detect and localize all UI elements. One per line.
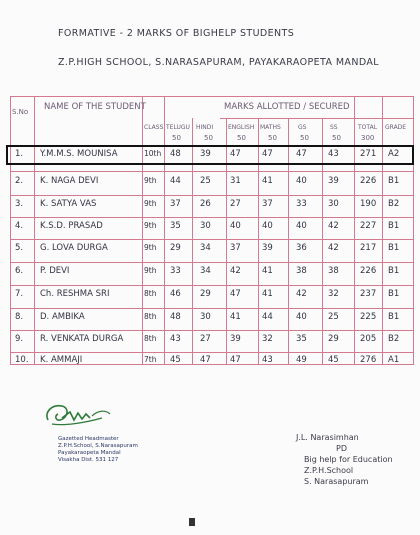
student-mark: 48 — [170, 149, 181, 159]
student-mark: 29 — [200, 289, 211, 299]
student-grade: A2 — [388, 149, 400, 159]
student-mark: 39 — [328, 176, 339, 186]
student-mark: 47 — [230, 355, 241, 365]
student-grade: B2 — [388, 334, 400, 344]
student-mark: 40 — [296, 312, 307, 322]
student-mark: 40 — [230, 221, 241, 231]
title-line-1: FORMATIVE - 2 MARKS OF BIGHELP STUDENTS — [58, 28, 295, 39]
student-name: D. AMBIKA — [40, 312, 85, 322]
student-mark: 29 — [170, 243, 181, 253]
student-mark: 33 — [170, 266, 181, 276]
student-mark: 27 — [200, 334, 211, 344]
pd-signature-block — [296, 432, 393, 487]
student-total: 271 — [360, 149, 377, 159]
student-name: P. DEVI — [40, 266, 70, 276]
school-stamp — [58, 436, 138, 464]
student-mark: 45 — [328, 355, 339, 365]
student-class: 9th — [144, 176, 157, 185]
title-line-2: Z.P.HIGH SCHOOL, S.NARASAPURAM, PAYAKARAOPETA MANDAL — [58, 57, 379, 68]
student-mark: 30 — [200, 312, 211, 322]
student-mark: 47 — [230, 149, 241, 159]
student-sno: 6. — [15, 266, 24, 276]
student-sno: 8. — [15, 312, 24, 322]
student-mark: 39 — [262, 243, 273, 253]
student-mark: 42 — [328, 243, 339, 253]
student-mark: 25 — [328, 312, 339, 322]
student-mark: 30 — [328, 199, 339, 209]
student-grade: B1 — [388, 243, 400, 253]
student-mark: 37 — [170, 199, 181, 209]
student-mark: 34 — [200, 243, 211, 253]
stamp-line-3: Payakaraopeta Mandal — [58, 450, 121, 456]
student-mark: 27 — [230, 199, 241, 209]
student-sno: 2. — [15, 176, 24, 186]
header-max-gs: 50 — [300, 134, 309, 142]
student-mark: 49 — [296, 355, 307, 365]
highlighted-row-box — [6, 145, 414, 165]
student-mark: 47 — [200, 355, 211, 365]
student-mark: 41 — [230, 312, 241, 322]
student-grade: B1 — [388, 312, 400, 322]
header-subject-ss: SS — [330, 124, 338, 131]
header-max-english: 50 — [237, 134, 246, 142]
school-stamp-signature — [40, 398, 120, 436]
student-mark: 41 — [262, 289, 273, 299]
student-grade: B2 — [388, 199, 400, 209]
student-class: 8th — [144, 312, 157, 321]
header-max-ss: 50 — [332, 134, 341, 142]
student-name: Ch. RESHMA SRI — [40, 289, 110, 299]
student-mark: 34 — [200, 266, 211, 276]
student-class: 8th — [144, 334, 157, 343]
student-mark: 42 — [230, 266, 241, 276]
student-mark: 33 — [296, 199, 307, 209]
student-mark: 36 — [296, 243, 307, 253]
student-name: K. SATYA VAS — [40, 199, 97, 209]
student-mark: 46 — [170, 289, 181, 299]
student-total: 226 — [360, 176, 377, 186]
student-sno: 10. — [15, 355, 29, 365]
student-class: 10th — [144, 149, 162, 158]
header-subject-english: ENGLISH — [228, 124, 255, 131]
student-name: K. AMMAJI — [40, 355, 83, 365]
header-class: CLASS — [144, 124, 164, 131]
student-mark: 48 — [170, 312, 181, 322]
stamp-line-2: Z.P.H.School, S.Narasapuram — [58, 443, 138, 449]
student-total: 276 — [360, 355, 377, 365]
student-total: 225 — [360, 312, 377, 322]
student-sno: 1. — [15, 149, 24, 159]
student-mark: 37 — [262, 199, 273, 209]
student-sno: 7. — [15, 289, 24, 299]
student-mark: 44 — [170, 176, 181, 186]
student-total: 205 — [360, 334, 377, 344]
student-mark: 42 — [296, 289, 307, 299]
student-sno: 9. — [15, 334, 24, 344]
student-name: G. LOVA DURGA — [40, 243, 108, 253]
student-sno: 5. — [15, 243, 24, 253]
student-name: K.S.D. PRASAD — [40, 221, 103, 231]
student-mark: 39 — [230, 334, 241, 344]
student-mark: 26 — [200, 199, 211, 209]
pd-name: J.L. Narasimhan — [296, 433, 359, 442]
student-mark: 41 — [262, 176, 273, 186]
student-mark: 43 — [328, 149, 339, 159]
student-class: 9th — [144, 266, 157, 275]
student-mark: 43 — [262, 355, 273, 365]
student-mark: 32 — [262, 334, 273, 344]
student-grade: B1 — [388, 289, 400, 299]
pd-org: Big help for Education — [304, 455, 393, 464]
student-mark: 45 — [170, 355, 181, 365]
student-total: 226 — [360, 266, 377, 276]
student-mark: 29 — [328, 334, 339, 344]
student-mark: 39 — [200, 149, 211, 159]
student-sno: 4. — [15, 221, 24, 231]
student-mark: 37 — [230, 243, 241, 253]
student-name: R. VENKATA DURGA — [40, 334, 124, 344]
student-total: 237 — [360, 289, 377, 299]
student-class: 8th — [144, 289, 157, 298]
marks-table — [10, 96, 414, 364]
student-total: 190 — [360, 199, 377, 209]
header-sno: S.No — [12, 108, 29, 116]
student-mark: 42 — [328, 221, 339, 231]
header-max-hindi: 50 — [204, 134, 213, 142]
stamp-line-4: Visakha Dist. 531 127 — [58, 457, 119, 463]
header-max-total: 300 — [361, 134, 375, 142]
student-mark: 47 — [230, 289, 241, 299]
header-max-maths: 50 — [268, 134, 277, 142]
student-grade: B1 — [388, 176, 400, 186]
header-subject-gs: GS — [298, 124, 307, 131]
student-name: Y.M.M.S. MOUNISA — [40, 149, 118, 159]
student-mark: 35 — [170, 221, 181, 231]
student-mark: 44 — [262, 312, 273, 322]
student-mark: 47 — [262, 149, 273, 159]
pd-school: Z.P.H.School — [304, 466, 354, 475]
student-class: 7th — [144, 355, 157, 364]
student-grade: A1 — [388, 355, 400, 365]
header-subject-telugu: TELUGU — [166, 124, 190, 131]
student-total: 227 — [360, 221, 377, 231]
student-mark: 38 — [296, 266, 307, 276]
student-sno: 3. — [15, 199, 24, 209]
header-grade: GRADE — [385, 124, 407, 131]
student-total: 217 — [360, 243, 377, 253]
student-name: K. NAGA DEVI — [40, 176, 99, 186]
student-grade: B1 — [388, 266, 400, 276]
stamp-line-1: Gazetted Headmaster — [58, 436, 119, 442]
student-class: 9th — [144, 243, 157, 252]
student-class: 9th — [144, 221, 157, 230]
student-mark: 40 — [296, 221, 307, 231]
student-mark: 47 — [296, 149, 307, 159]
student-mark: 43 — [170, 334, 181, 344]
student-class: 9th — [144, 199, 157, 208]
student-mark: 40 — [262, 221, 273, 231]
header-subject-maths: MATHS — [260, 124, 281, 131]
header-marks: MARKS ALLOTTED / SECURED — [224, 102, 350, 112]
student-mark: 30 — [200, 221, 211, 231]
student-grade: B1 — [388, 221, 400, 231]
student-mark: 31 — [230, 176, 241, 186]
student-mark: 40 — [296, 176, 307, 186]
student-mark: 32 — [328, 289, 339, 299]
pd-place: S. Narasapuram — [304, 477, 369, 486]
header-max-telugu: 50 — [172, 134, 181, 142]
header-total: TOTAL — [358, 124, 378, 131]
pd-role: PD — [336, 444, 347, 453]
header-name: NAME OF THE STUDENT — [44, 102, 146, 112]
header-subject-hindi: HINDI — [196, 124, 214, 131]
student-mark: 41 — [262, 266, 273, 276]
student-mark: 25 — [200, 176, 211, 186]
student-mark: 38 — [328, 266, 339, 276]
student-mark: 35 — [296, 334, 307, 344]
bottom-ink-mark — [189, 518, 195, 526]
